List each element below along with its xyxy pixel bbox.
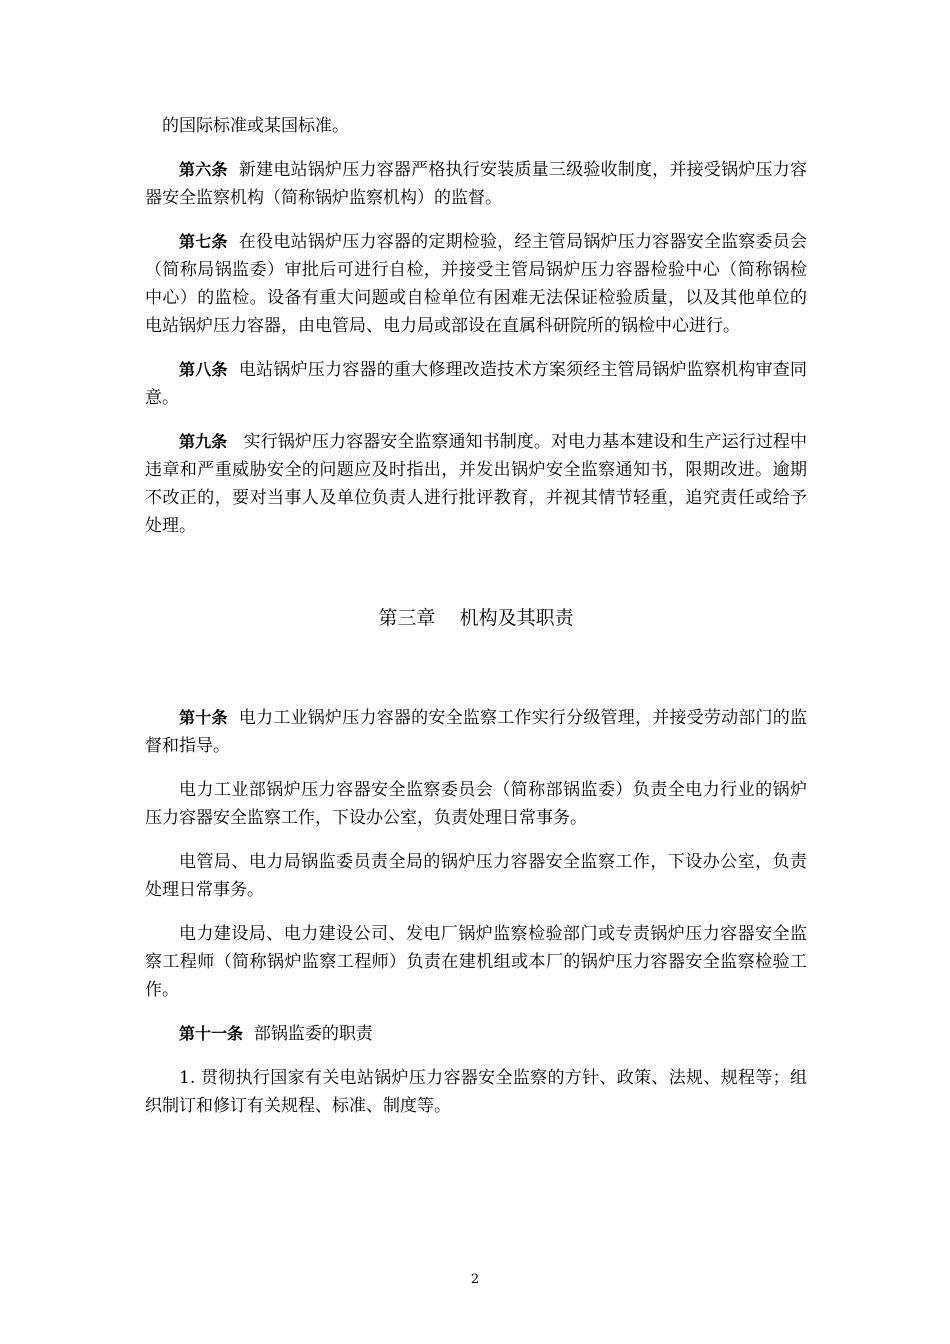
paragraph-text: 电力建设局、电力建设公司、发电厂锅炉监察检验部门或专责锅炉压力容器安全监察工程师（简称锅炉监察工程师）负责在建机组或本厂的锅炉压力容器安全监察检验工作。 [145, 924, 807, 1000]
article-7 [145, 228, 807, 340]
article-9 [145, 428, 807, 540]
chapter-title: 第三章 机构及其职责 [378, 607, 574, 629]
article-8-heading: 第八条 [179, 360, 228, 379]
article-10-paragraph-b [145, 848, 807, 904]
article-11 [145, 1020, 807, 1048]
paragraph-text: 电管局、电力局锅监委员责全局的锅炉压力容器安全监察工作，下设办公室，负责处理日常事务。 [145, 852, 807, 900]
page-number: 2 [470, 1272, 480, 1287]
article-8 [145, 356, 807, 412]
article-9-text: 实行锅炉压力容器安全监察通知书制度。对电力基本建设和生产运行过程中违章和严重威胁安全的问题应及时指出，并发出锅炉安全监察通知书，限期改进。逾期不改正的，要对当事人及单位负责人进行批评教育，并视其情节轻重，追究责任或给予处理。 [145, 432, 807, 536]
article-6-heading: 第六条 [179, 160, 228, 179]
article-6-text: 新建电站锅炉压力容器严格执行安装质量三级验收制度，并接受锅炉压力容器安全监察机构（简称锅炉监察机构）的监督。 [145, 160, 807, 208]
article-10 [145, 704, 807, 760]
article-10-heading: 第十条 [179, 708, 228, 727]
list-item-text: 1. 贯彻执行国家有关电站锅炉压力容器安全监察的方针、政策、法规、规程等；组织制订和修订有关规程、标准、制度等。 [145, 1068, 807, 1116]
document-body [145, 112, 807, 1120]
article-10-paragraph-a [145, 776, 807, 832]
article-7-heading: 第七条 [179, 232, 228, 251]
article-10-text: 电力工业锅炉压力容器的安全监察工作实行分级管理，并接受劳动部门的监督和指导。 [145, 708, 807, 756]
paragraph-text: 的国际标准或某国标准。 [162, 116, 349, 136]
article-7-text: 在役电站锅炉压力容器的定期检验，经主管局锅炉压力容器安全监察委员会（简称局锅监委）审批后可进行自检，并接受主管局锅炉压力容器检验中心（简称锅检中心）的监检。设备有重大问题或自检单位有困难无法保证检验质量，以及其他单位的电站锅炉压力容器，由电管局、电力局或部设在直属科研院所的锅检中心进行。 [145, 232, 807, 336]
article-11-item-1 [145, 1064, 807, 1120]
article-6 [145, 156, 807, 212]
article-10-paragraph-c [145, 920, 807, 1004]
article-11-text: 部锅监委的职责 [253, 1024, 373, 1044]
article-9-heading: 第九条 [179, 432, 228, 451]
article-8-text: 电站锅炉压力容器的重大修理改造技术方案须经主管局锅炉监察机构审查同意。 [145, 360, 807, 408]
paragraph-text: 电力工业部锅炉压力容器安全监察委员会（简称部锅监委）负责全电力行业的锅炉压力容器安全监察工作，下设办公室，负责处理日常事务。 [145, 780, 807, 828]
paragraph-continuation [145, 112, 807, 140]
article-11-heading: 第十一条 [179, 1024, 244, 1043]
